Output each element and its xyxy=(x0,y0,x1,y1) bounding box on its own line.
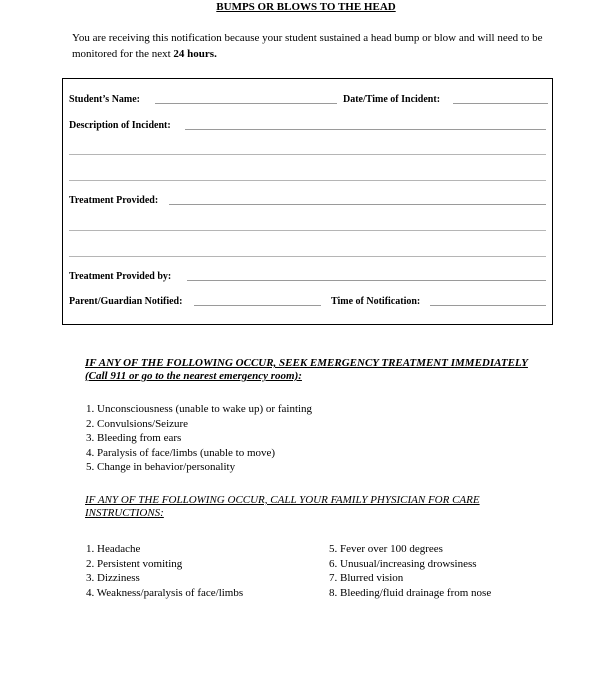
list-item: 6. Unusual/increasing drowsiness xyxy=(329,557,477,570)
treatment-label: Treatment Provided: xyxy=(69,195,159,206)
treatment-by-label: Treatment Provided by: xyxy=(69,271,172,282)
emergency-list xyxy=(86,402,312,475)
list-item: 3. Dizziness xyxy=(86,572,140,584)
list-item: 3. Bleeding from ears xyxy=(86,432,182,444)
description-label: Description of Incident: xyxy=(69,120,171,131)
student-name-row xyxy=(69,92,546,106)
notification-time-field[interactable] xyxy=(430,305,546,306)
treatment-line-3[interactable] xyxy=(69,256,546,257)
list-item: 4. Weakness/paralysis of face/limbs xyxy=(86,586,244,599)
treatment-line-2[interactable] xyxy=(69,230,546,231)
datetime-field[interactable] xyxy=(453,103,548,104)
datetime-label: Date/Time of Incident: xyxy=(343,94,441,105)
treatment-field[interactable] xyxy=(169,204,546,205)
parent-field[interactable] xyxy=(194,305,321,306)
list-item: 1. Headache xyxy=(86,543,141,555)
incident-form xyxy=(62,78,553,325)
notification-time-label: Time of Notification: xyxy=(331,296,421,307)
treatment-row xyxy=(69,193,546,207)
list-item: 5. Change in behavior/personality xyxy=(86,461,236,473)
student-name-label: Student’s Name: xyxy=(69,94,141,105)
list-item: 8. Bleeding/fluid drainage from nose xyxy=(329,586,492,599)
intro-text: You are receiving this notification because your student sustained a head bump or blow and will need to be monitored for the next xyxy=(72,32,543,60)
description-line-2[interactable] xyxy=(69,154,546,155)
description-field[interactable] xyxy=(185,129,546,130)
list-item: 5. Fever over 100 degrees xyxy=(329,543,443,555)
physician-list-left xyxy=(86,542,243,600)
emergency-heading: IF ANY OF THE FOLLOWING OCCUR, SEEK EMERGENCY TREATMENT IMMEDIATELY (Call 911 or go to the nearest emergency room): xyxy=(85,357,528,382)
physician-list-right xyxy=(329,542,491,600)
treatment-by-field[interactable] xyxy=(187,280,546,281)
parent-row xyxy=(69,294,546,308)
student-name-field[interactable] xyxy=(155,103,337,104)
list-item: 2. Convulsions/Seizure xyxy=(86,417,189,430)
parent-label: Parent/Guardian Notified: xyxy=(69,296,183,307)
list-item: 7. Blurred vision xyxy=(329,572,404,584)
description-row xyxy=(69,118,546,132)
physician-heading: IF ANY OF THE FOLLOWING OCCUR, CALL YOUR FAMILY PHYSICIAN FOR CARE INSTRUCTIONS: xyxy=(85,494,480,519)
page-title: BUMPS OR BLOWS TO THE HEAD xyxy=(216,1,396,13)
treatment-by-row xyxy=(69,269,546,283)
list-item: 1. Unconsciousness (unable to wake up) or fainting xyxy=(86,403,313,415)
list-item: 4. Paralysis of face/limbs (unable to move) xyxy=(86,446,276,459)
description-line-3[interactable] xyxy=(69,180,546,181)
intro-emphasis: 24 hours. xyxy=(173,48,217,60)
list-item: 2. Persistent vomiting xyxy=(86,557,183,570)
intro-paragraph xyxy=(72,30,550,62)
